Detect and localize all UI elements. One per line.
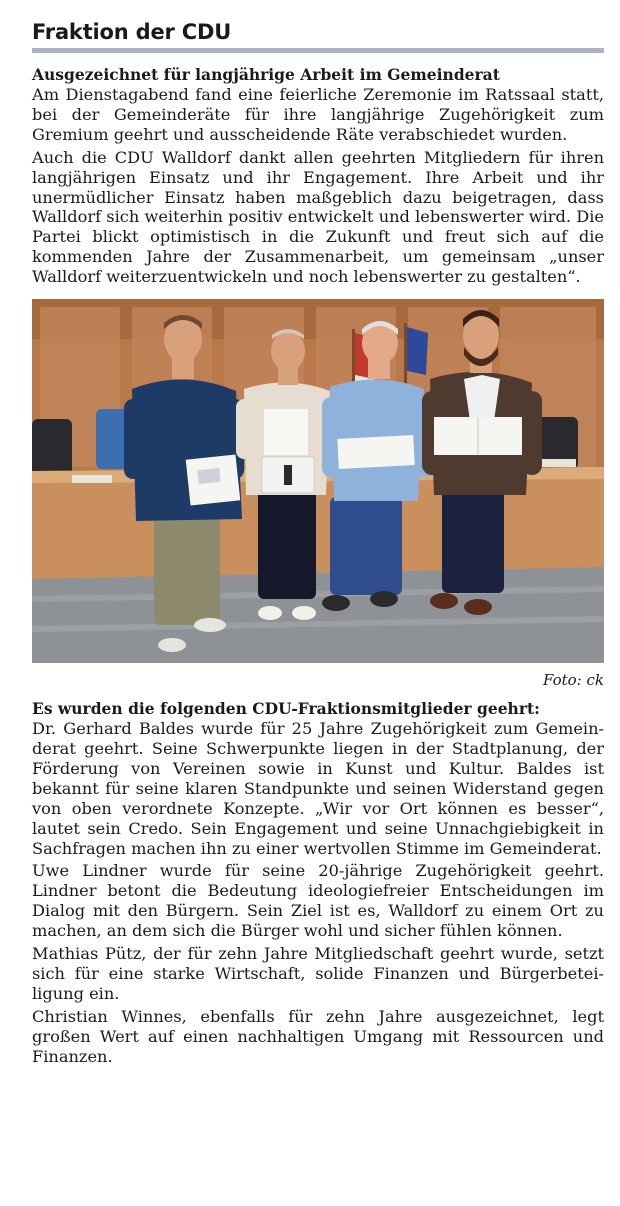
article-paragraph-2: Auch die CDU Walldorf dankt allen geehrten Mitgliedern für ihren langjährigen Einsatz und ihr Engagement. Ihre Arbeit und ihr unermüdlicher Einsatz haben maßgeblich dazu beigetragen, dass Walldorf sich weiterhin positiv entwickelt und lebenswerter wird. Die Partei blickt optimistisch in die Zukunft und freut sich auf die kommenden Jahre der Zusammenarbeit, um gemeinsam „unser Walldorf weiterzuentwickeln und noch lebenswerter zu gestalten“. (32, 147, 604, 287)
article-page (32, 18, 604, 1069)
photo-credit: Foto: ck (543, 671, 604, 690)
title-rule (32, 48, 604, 53)
honorees-headline: Es wurden die folgenden CDU-Fraktionsmitglieder geehrt: (32, 699, 540, 719)
honoree-paragraph-lindner: Uwe Lindner wurde für seine 20-jährige Zugehörigkeit geehrt. Lindner betont die Bedeutung ideologiefreier Entscheidungen im Dialog mit den Bürgern. Sein Ziel ist es, Walldorf zu einem Ort zu machen, an dem sich die Bürger wohl und sicher fühlen können. (32, 861, 604, 941)
article-headline: Ausgezeichnet für langjährige Arbeit im Gemeinderat (32, 65, 500, 84)
honoree-paragraph-puetz: Mathias Pütz, der für zehn Jahre Mitgliedschaft geehrt wurde, setzt sich für eine starke Wirtschaft, solide Finanzen und Bürgerbeteiligung ein. (32, 944, 604, 1003)
group-photo (32, 299, 604, 663)
section-title: Fraktion der CDU (32, 20, 232, 44)
honoree-paragraph-winnes: Christian Winnes, ebenfalls für zehn Jahre ausgezeichnet, legt großen Wert auf einen nachhaltigen Umgang mit Ressourcen und Finanzen. (32, 1006, 604, 1066)
honoree-paragraph-baldes: Dr. Gerhard Baldes wurde für 25 Jahre Zugehörigkeit zum Gemeinderat geehrt. Seine Schwerpunkte liegen in der Stadtplanung, der Förderung von Vereinen sowie in Kunst und Kultur. Baldes ist bekannt für seine klaren Standpunkte und seinen Widerstand gegen von oben verordnete Konzepte. „Wir vor Ort können es besser“, lautet sein Credo. Sein Engagement und seine Unnachgiebigkeit in Sachfragen machen ihn zu einer wertvollen Stimme im Gemeinderat. (32, 719, 604, 858)
article-paragraph-1: Am Dienstagabend fand eine feierliche Zeremonie im Ratssaal statt, bei der Gemeinderäte für ihre langjährige Zugehörigkeit zum Gremium geehrt und ausscheidende Räte verabschiedet wurden. (32, 85, 604, 144)
